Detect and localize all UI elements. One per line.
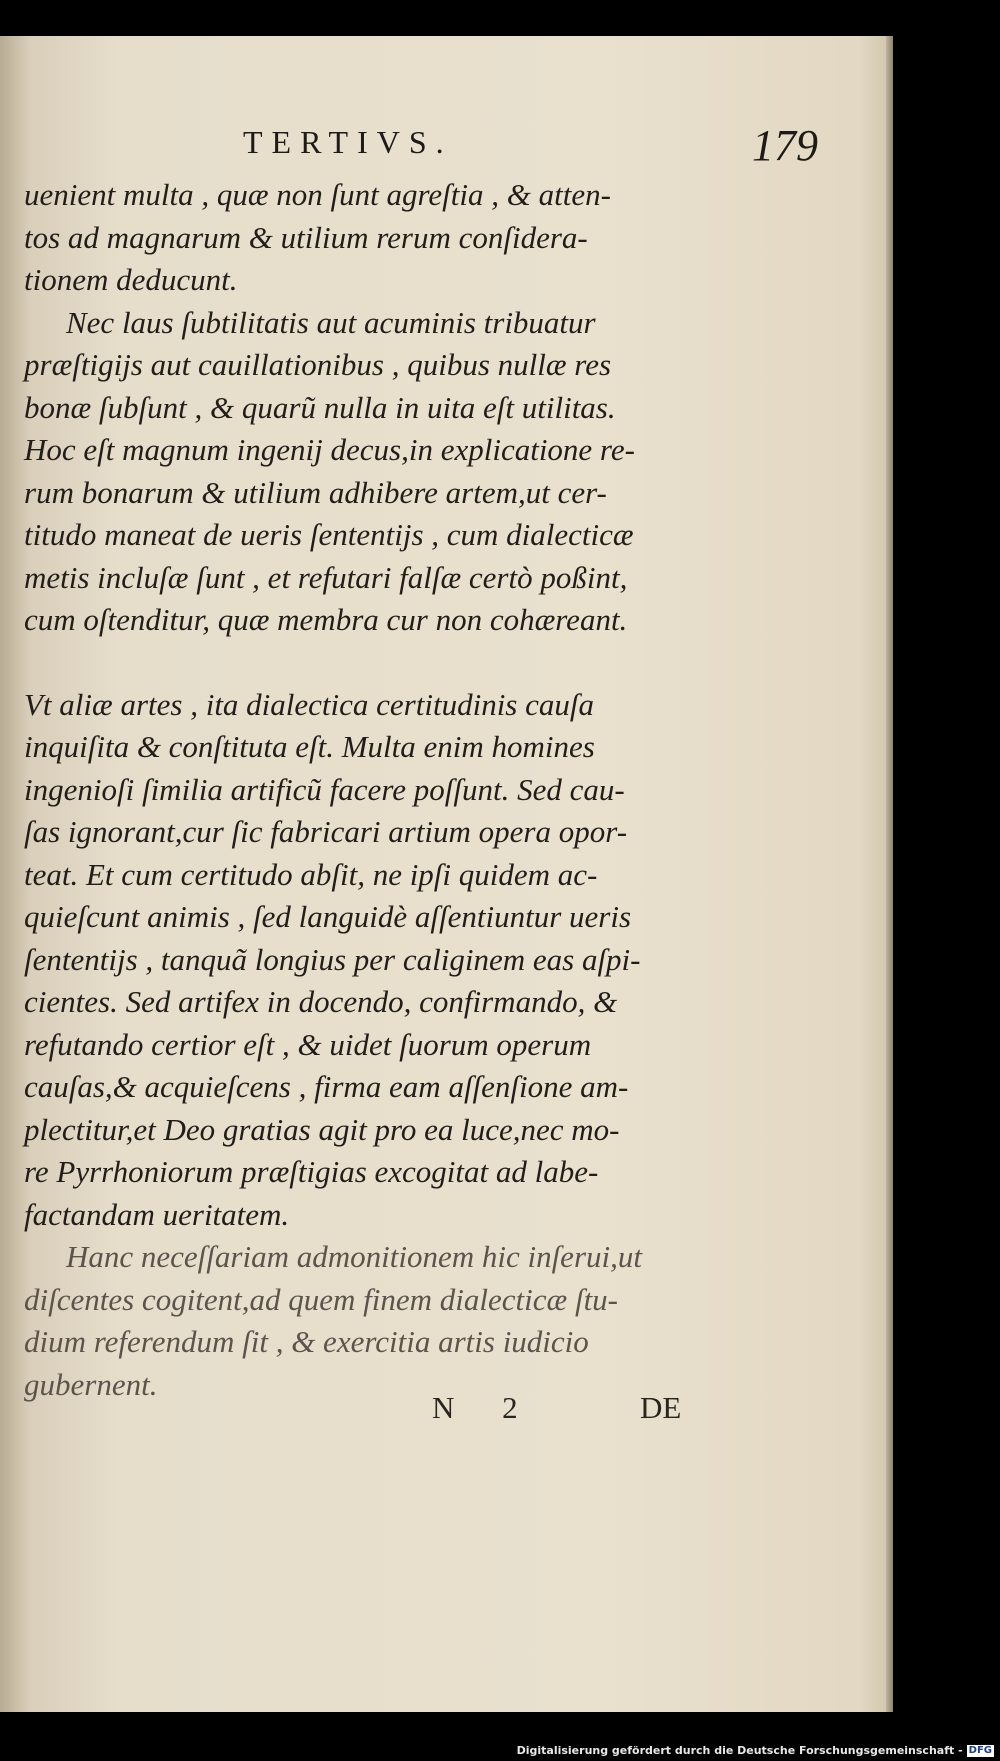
text-line: tionem deducunt. [24,262,238,297]
paragraph-4 [24,1236,700,1406]
running-title: TERTIVS. [243,124,453,160]
text-line: teat. Et cum certitudo abſit, ne ipſi quidem ac- [24,856,598,892]
text-line: cauſas,& acquieſcens , firma eam aſſenſione am- [24,1069,629,1104]
text-line: factandam ueritatem. [24,1196,290,1232]
text-line: præſtigijs aut cauillationibus , quibus nullæ res [24,347,612,382]
text-line: ſententijs , tanquã longius per caliginem eas aſpi- [24,941,641,977]
text-line: Nec laus ſubtilitatis aut acuminis tribuatur [66,304,596,340]
text-line: diſcentes cogitent,ad quem finem dialecticæ ſtu- [24,1281,619,1317]
page-edge [886,36,893,1712]
page-footer [0,1390,893,1430]
body-text [24,174,700,1406]
page-number: 179 [752,121,818,170]
digitization-credit [517,1744,994,1757]
text-line: titudo maneat de ueris ſententijs , cum dialecticæ [24,517,634,552]
text-line: inquiſita & conſtituta eſt. Multa enim homines [24,729,595,764]
text-line: cum oſtenditur, quæ membra cur non cohæreant. [24,602,628,637]
text-line: metis incluſæ ſunt , et refutari falſæ certò poßint, [24,559,628,595]
paragraph-1 [24,174,700,302]
page-header [0,120,893,170]
text-line: uenient multa , quæ non ſunt agreſtia , & atten- [24,177,611,212]
paragraph-2 [24,302,700,642]
text-line: dium referendum ſit , & exercitia artis iudicio [24,1324,589,1359]
dfg-logo: DFG [968,1744,992,1756]
text-line: tos ad magnarum & utilium rerum conſidera- [24,219,588,255]
text-line: ſas ignorant,cur ſic fabricari artium opera opor- [24,814,628,849]
text-line: cientes. Sed artifex in docendo, confirmando, & [24,984,618,1019]
paragraph-3 [24,684,700,1237]
text-line: quieſcunt animis , ſed languidè aſſentiuntur ueris [24,899,632,934]
text-line: Hoc eſt magnum ingenij decus,in explicatione re- [24,432,635,467]
text-line: Hanc neceſſariam admonitionem hic inſerui,ut [66,1239,642,1274]
text-line: gubernent. [24,1366,158,1402]
text-line: bonæ ſubſunt , & quarũ nulla in uita eſt utilitas. [24,389,616,425]
catchword: DE [640,1390,682,1425]
text-line: plectitur,et Deo gratias agit pro ea luce,nec mo- [24,1111,620,1147]
text-line: refutando certior eſt , & uidet ſuorum operum [24,1026,592,1062]
credit-text: Digitalisierung gefördert durch die Deutsche Forschungsgemeinschaft - [516,1744,963,1757]
text-line: Vt aliæ artes , ita dialectica certitudinis cauſa [24,686,594,722]
text-line: rum bonarum & utilium adhibere artem,ut cer- [24,474,607,510]
signature-mark: N 2 [432,1390,538,1425]
text-line: re Pyrrhoniorum præſtigias excogitat ad labe- [24,1154,599,1189]
text-line: ingenioſi ſimilia artificũ facere poſſunt. Sed cau- [24,771,625,807]
